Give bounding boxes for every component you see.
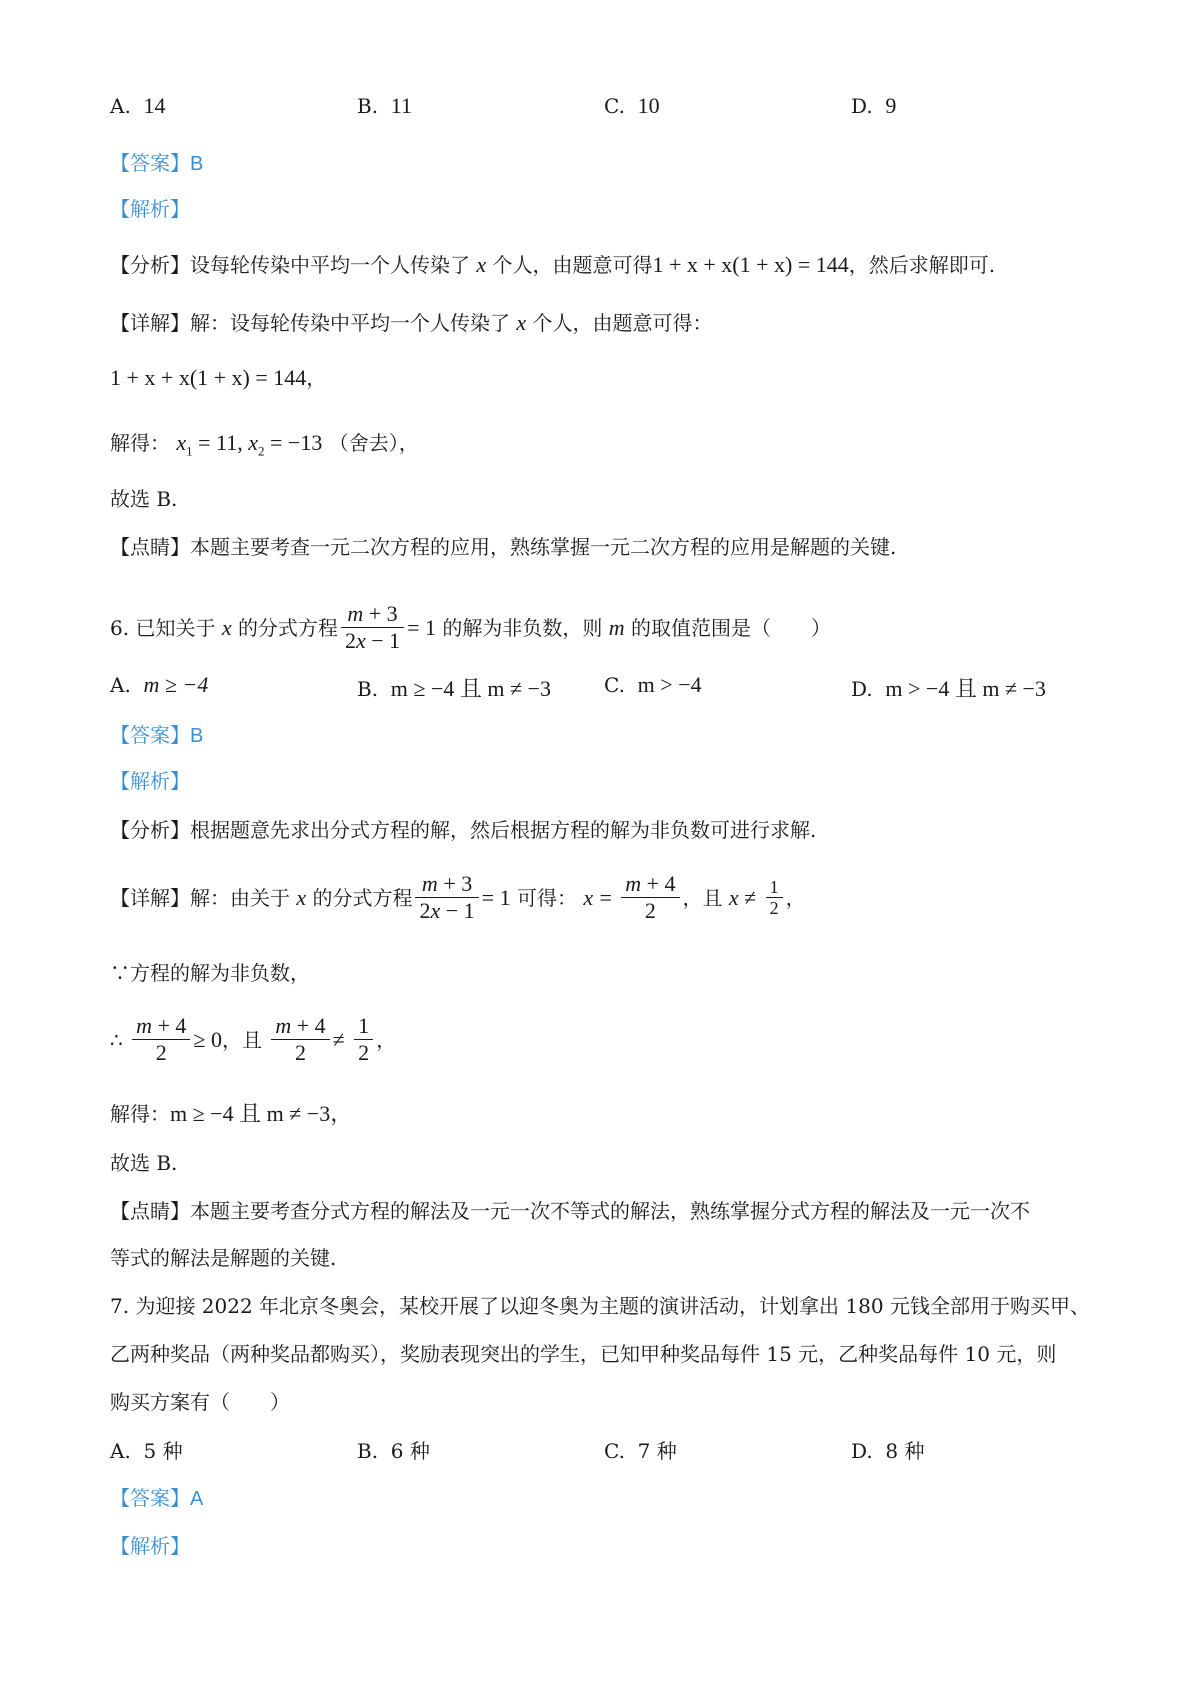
equation-line: 1 + x + x(1 + x) = 144，	[110, 365, 327, 390]
q6-dianjing-line-2: 等式的解法是解题的关键.	[110, 1246, 337, 1270]
option-d: D. 9	[851, 93, 897, 118]
q6-because-line: ∵方程的解为非负数，	[110, 961, 310, 985]
option-b: B. 11	[357, 93, 412, 118]
solution-line: 解得： $x_1 = 11$, $x_2 = -13$ （舍去），	[110, 430, 419, 459]
answer-tag: 【答案】	[110, 151, 190, 175]
analysis-tag: 【解析】	[110, 197, 190, 221]
q6-therefore-line: ∴ $\frac{m + 4}{2}$ ≥ 0，且 $\frac{m + 4}{2}$ ≠ $\frac{1}{2}$ ，	[110, 1013, 397, 1065]
fenxi-line: 【分析】设每轮传染中平均一个人传染了 x 个人，由题意可得1 + x + x(1 + x) = 144，然后求解即可.	[110, 252, 996, 277]
dianjing-line: 【点睛】本题主要考查一元二次方程的应用，熟练掌握一元二次方程的应用是解题的关键.	[110, 535, 897, 559]
option-c: C. 10	[604, 93, 660, 118]
q7-stem-2: 乙两种奖品（两种奖品都购买），奖励表现突出的学生，已知甲种奖品每件 15 元，乙种奖品每件 10 元，则	[110, 1342, 1057, 1366]
q6-option-c: C. m > −4	[604, 672, 702, 697]
option-a: A. 14	[110, 93, 166, 118]
q6-dianjing-line-1: 【点睛】本题主要考查分式方程的解法及一元一次不等式的解法，熟练掌握分式方程的解法及一元一次不	[110, 1199, 1030, 1223]
q7-stem-3: 购买方案有（ ）	[110, 1390, 290, 1414]
q7-option-b: B. 6 种	[357, 1439, 430, 1463]
q7-answer-line: 【答案】A	[110, 1486, 204, 1510]
answer-value: B	[190, 153, 204, 175]
q7-stem-1: 7. 为迎接 2022 年北京冬奥会，某校开展了以迎冬奥为主题的演讲活动，计划拿出 180 元钱全部用于购买甲、	[110, 1294, 1090, 1318]
q6-option-a: A. m ≥ −4	[110, 672, 209, 697]
q7-option-d: D. 8 种	[851, 1439, 925, 1463]
choose-line: 故选 B.	[110, 487, 178, 511]
q6-stem: 6. 已知关于 x 的分式方程 $\frac{m + 3}{2x - 1}$ = 1 的解为非负数，则 m 的取值范围是（ ）	[110, 601, 832, 653]
q7-analysis-tag: 【解析】	[110, 1534, 190, 1558]
q6-option-d: D. m > −4 且 m ≠ −3	[851, 676, 1046, 701]
q7-option-a: A. 5 种	[110, 1439, 183, 1463]
xiangjie-line: 【详解】解：设每轮传染中平均一个人传染了 x 个人，由题意可得：	[110, 310, 713, 335]
q6-fenxi-line: 【分析】根据题意先求出分式方程的解，然后根据方程的解为非负数可进行求解.	[110, 818, 817, 842]
answer-line	[110, 148, 1120, 179]
q6-choose-line: 故选 B.	[110, 1151, 178, 1175]
q7-option-c: C. 7 种	[604, 1439, 677, 1463]
q6-xiangjie-line: 【详解】解：由关于 x 的分式方程 $\frac{m + 3}{2x - 1}$ = 1 可得： x = $\frac{m + 4}{2}$ ，且 x ≠ $\frac{1}{2}$ ，	[110, 871, 806, 923]
q6-solution-line: 解得：m ≥ −4 且 m ≠ −3，	[110, 1101, 353, 1126]
q6-analysis-tag: 【解析】	[110, 769, 190, 793]
q6-answer-line: 【答案】B	[110, 723, 204, 747]
q6-option-b: B. m ≥ −4 且 m ≠ −3	[357, 676, 551, 701]
